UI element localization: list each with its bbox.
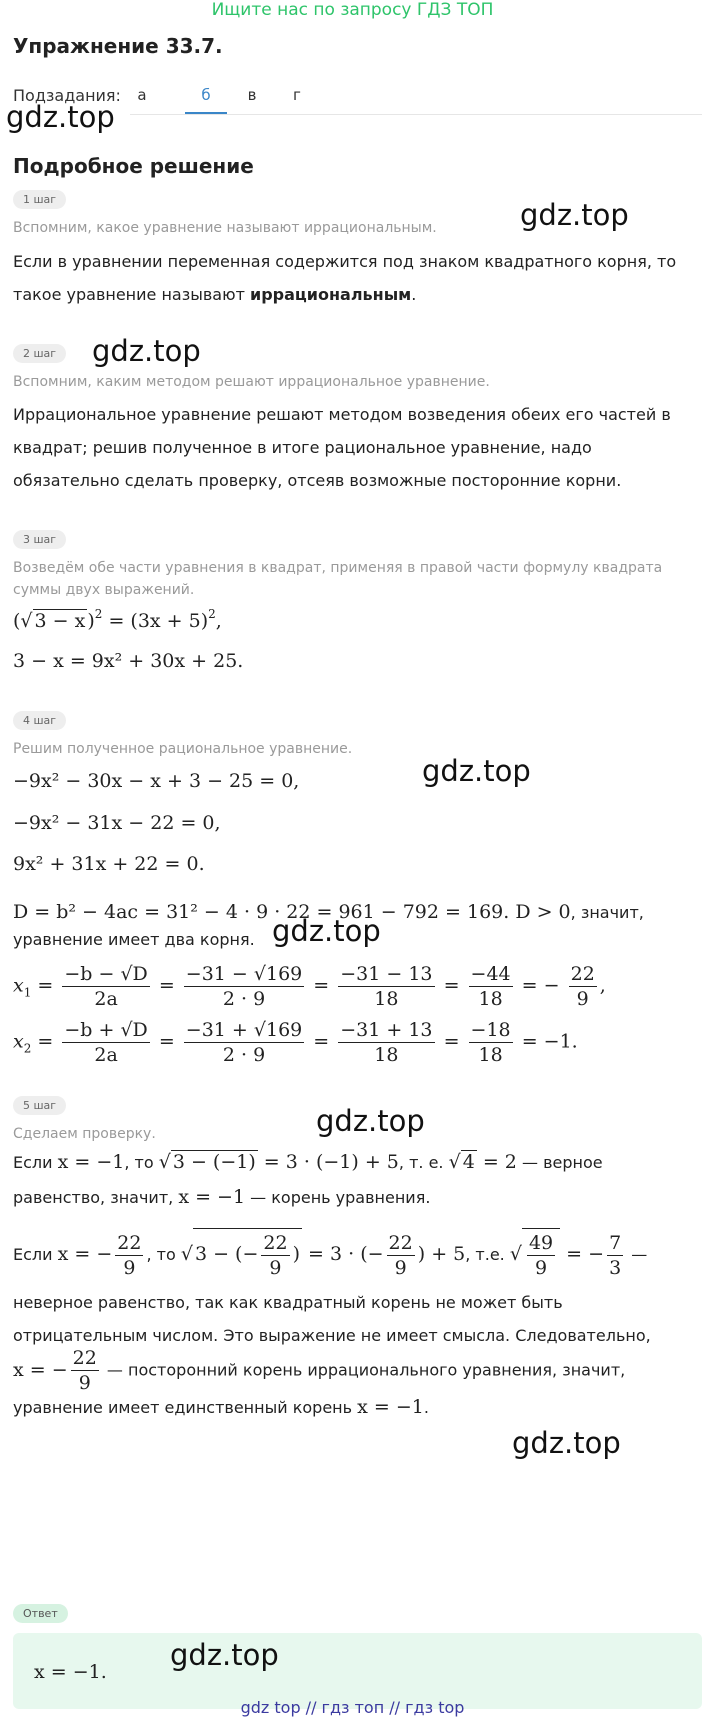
tab-g[interactable]: г xyxy=(293,86,301,104)
search-banner: Ищите нас по запросу ГДЗ ТОП xyxy=(211,0,494,20)
subtasks-label: Подзадания: xyxy=(13,86,121,105)
tab-v[interactable]: в xyxy=(247,86,257,104)
step-badge: 4 шаг xyxy=(13,711,66,730)
equation: −9x² − 31x − 22 = 0, xyxy=(13,812,221,834)
step-hint: Вспомним, каким методом решают иррациональное уравнение. xyxy=(13,374,490,390)
footer-links[interactable]: gdz top // гдз топ // гдз top xyxy=(240,1698,465,1717)
tab-b[interactable]: б xyxy=(201,86,211,104)
watermark: gdz.top xyxy=(316,1104,425,1138)
equation: −9x² − 30x − x + 3 − 25 = 0, xyxy=(13,770,300,792)
step-hint: Сделаем проверку. xyxy=(13,1126,156,1142)
root-x1: $x_1$ = $\frac{-b - √D}{2a}$ = $\frac{-31 - √169}{2 \cdot 9}$ = $\frac{-31 - 13}{18}$ = $\frac{-44}{18}$ = − $\frac{22}{9}$ , xyxy=(13,963,606,1010)
watermark: gdz.top xyxy=(92,334,201,368)
check-line-1: Если x = −1, то √ 3 − (−1) = 3 · (−1) + 5, т. е. √ 4 = 2 — верное xyxy=(13,1151,603,1173)
step-text: квадрат; решив полученное в итоге рациональное уравнение, надо xyxy=(13,438,592,457)
check-line-3: Если x = − $\frac{22}{9}$ , то √ 3 − (− $\frac{22}{9}$ ) = 3 · (− $\frac{22}{9}$ ) + 5, т.е. √ $\frac{49}{9}$ = − $\frac{7}{3}$ — xyxy=(13,1228,647,1280)
step-text: обязательно сделать проверку, отсеяв возможные посторонние корни. xyxy=(13,471,622,490)
step-text: такое уравнение называют иррациональным. xyxy=(13,285,417,304)
step-badge: 5 шаг xyxy=(13,1096,66,1115)
step-text: отрицательным числом. Это выражение не имеет смысла. Следовательно, xyxy=(13,1326,651,1345)
tabs-divider xyxy=(130,114,702,115)
step-badge: 3 шаг xyxy=(13,530,66,549)
answer-value: x = −1. xyxy=(34,1661,107,1683)
tab-a[interactable]: а xyxy=(137,86,147,104)
watermark: gdz.top xyxy=(170,1638,279,1672)
step-hint: Возведём обе части уравнения в квадрат, применяя в правой части формулу квадрата xyxy=(13,560,663,576)
watermark: gdz.top xyxy=(520,198,629,232)
step-badge: 2 шаг xyxy=(13,344,66,363)
answer-badge: Ответ xyxy=(13,1604,68,1623)
step-badge: 1 шаг xyxy=(13,190,66,209)
step-text: Иррациональное уравнение решают методом возведения обеих его частей в xyxy=(13,405,671,424)
discriminant-line: D = b² − 4ac = 31² − 4 · 9 · 22 = 961 − 792 = 169. D > 0, значит, xyxy=(13,901,644,923)
equation: 3 − x = 9x² + 30x + 25. xyxy=(13,650,244,672)
step-hint: суммы двух выражений. xyxy=(13,582,195,598)
step-text: уравнение имеет два корня. xyxy=(13,930,255,949)
check-line-2: равенство, значит, x = −1 — корень уравнения. xyxy=(13,1186,431,1208)
step-text: Если в уравнении переменная содержится под знаком квадратного корня, то xyxy=(13,252,677,271)
page-title: Упражнение 33.7. xyxy=(13,34,223,58)
watermark: gdz.top xyxy=(512,1426,621,1460)
watermark: gdz.top xyxy=(422,754,531,788)
active-tab-indicator xyxy=(185,112,227,114)
check-line-5: x = − $\frac{22}{9}$ — посторонний корень иррационального уравнения, значит, xyxy=(13,1347,626,1394)
watermark: gdz.top xyxy=(272,914,381,948)
section-title: Подробное решение xyxy=(13,154,254,178)
step-hint: Решим полученное рациональное уравнение. xyxy=(13,741,353,757)
root-x2: $x_2$ = $\frac{-b + √D}{2a}$ = $\frac{-31 + √169}{2 \cdot 9}$ = $\frac{-31 + 13}{18}$ = $\frac{-18}{18}$ = −1. xyxy=(13,1019,578,1066)
watermark: gdz.top xyxy=(6,100,115,134)
bold-term: иррациональным xyxy=(249,285,412,304)
equation: 9x² + 31x + 22 = 0. xyxy=(13,853,205,875)
check-line-6: уравнение имеет единственный корень x = −1. xyxy=(13,1396,429,1418)
step-hint: Вспомним, какое уравнение называют иррациональным. xyxy=(13,220,437,236)
step-text: неверное равенство, так как квадратный корень не может быть xyxy=(13,1293,563,1312)
equation: (√ 3 − x )$^2 = (3x + 5)^2$, xyxy=(13,607,222,632)
